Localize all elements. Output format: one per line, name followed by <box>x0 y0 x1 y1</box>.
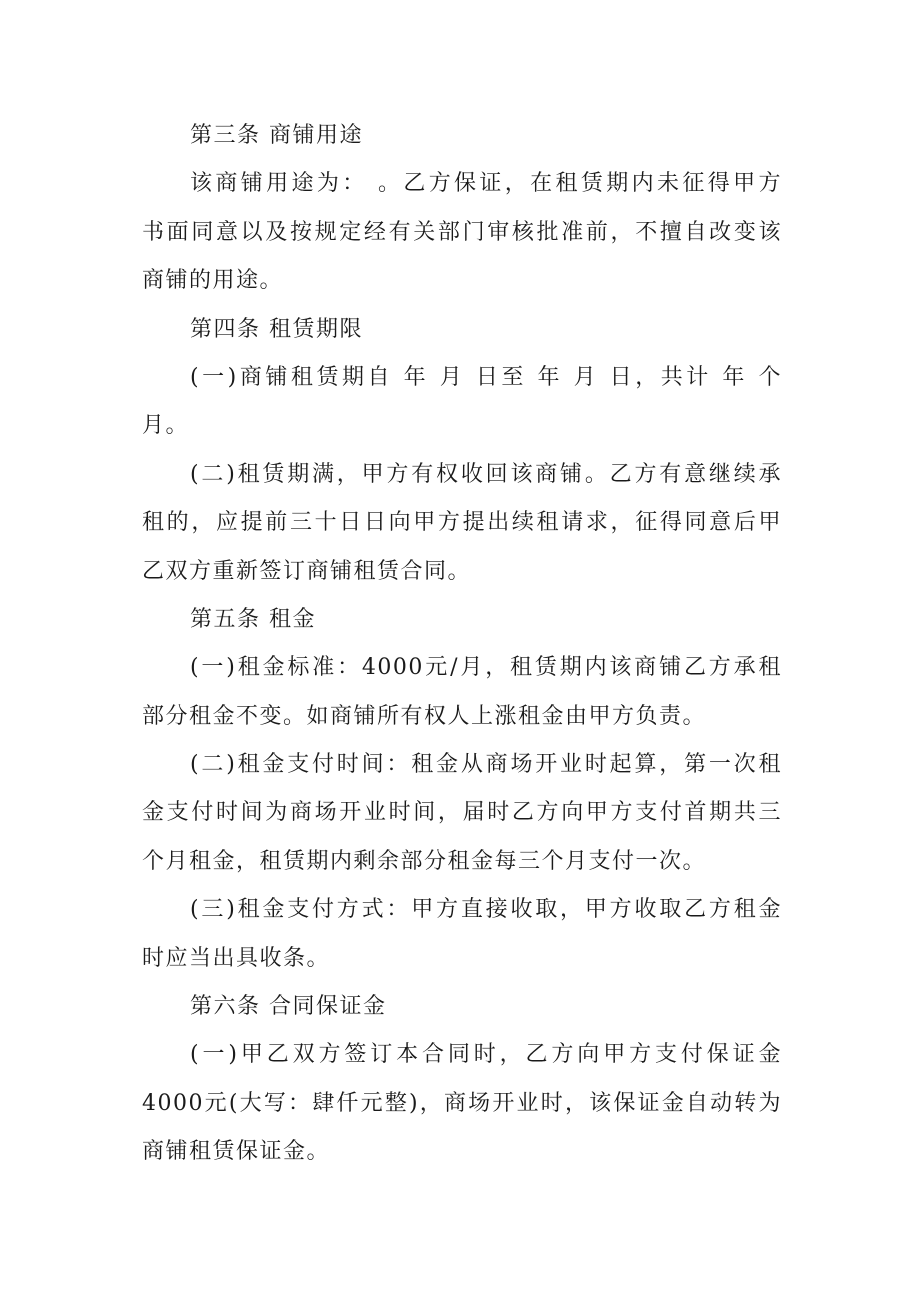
paragraph-line: 租的，应提前三十日日向甲方提出续租请求，征得同意后甲 <box>142 510 782 536</box>
paragraph-line: 金支付时间为商场开业时间，届时乙方向甲方支付首期共三 <box>142 800 782 826</box>
paragraph-line: 4000元(大写：肆仟元整)，商场开业时，该保证金自动转为 <box>142 1090 782 1116</box>
heading-article-3: 第三条 商铺用途 <box>190 123 363 148</box>
paragraph-line: 乙双方重新签订商铺租赁合同。 <box>142 558 472 584</box>
paragraph-line: 书面同意以及按规定经有关部门审核批准前，不擅自改变该 <box>142 219 782 245</box>
heading-article-5: 第五条 租金 <box>190 606 316 632</box>
paragraph-line: (一)租金标准：4000元/月，租赁期内该商铺乙方承租 <box>190 655 782 681</box>
paragraph-line: 月。 <box>142 413 190 439</box>
paragraph-line: 商铺租赁保证金。 <box>142 1139 331 1165</box>
paragraph-line: (二)租赁期满，甲方有权收回该商铺。乙方有意继续承 <box>190 461 782 487</box>
paragraph-line: (一)甲乙双方签订本合同时，乙方向甲方支付保证金 <box>190 1042 782 1068</box>
heading-article-4: 第四条 租赁期限 <box>190 316 363 342</box>
paragraph-line: 部分租金不变。如商铺所有权人上涨租金由甲方负责。 <box>142 703 707 729</box>
paragraph-line: 商铺的用途。 <box>142 268 284 294</box>
paragraph-line: 个月租金，租赁期内剩余部分租金每三个月支付一次。 <box>142 848 707 874</box>
paragraph-line: (三)租金支付方式：甲方直接收取，甲方收取乙方租金 <box>190 897 782 923</box>
paragraph-line: 时应当出具收条。 <box>142 945 331 971</box>
paragraph-line: (一)商铺租赁期自 年 月 日至 年 月 日，共计 年 个 <box>190 364 782 390</box>
heading-article-6: 第六条 合同保证金 <box>190 994 387 1020</box>
paragraph-line: (二)租金支付时间：租金从商场开业时起算，第一次租 <box>190 752 782 778</box>
paragraph-line: 该商铺用途为： 。乙方保证，在租赁期内未征得甲方 <box>190 171 782 197</box>
contract-body <box>142 112 782 1177</box>
